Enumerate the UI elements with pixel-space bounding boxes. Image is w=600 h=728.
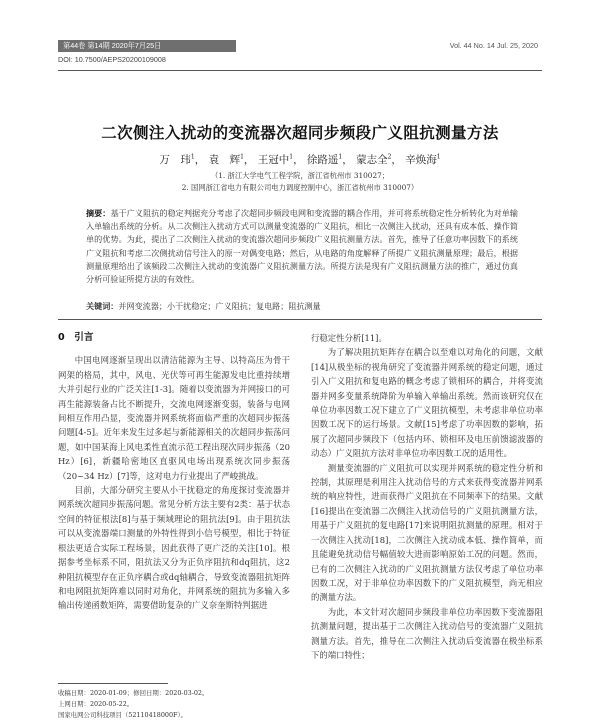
left-column [58,331,290,613]
author: 徐路遥$^1$ [306,153,343,166]
author: 王冠中$^1$ [257,153,294,166]
paragraph: 中国电网逐渐呈现出以清洁能源为主导、以特高压为骨干网架的格局，其中，风电、光伏等可再生能源发电比重持续增大并引起行业的广泛关注[1-3]。随着以变流器为并网接口的可再生能源装备占比不断提升，交流电网逐渐变弱，装备与电网间相互作用凸显，变流器并网系统将面临严重的次超同步振荡问题[4-5]。近年来发生过多起与新能源相关的次超同步振荡问题，如中国某海上风电柔性直流示范工程出现次同步振荡（20 Hz）[6]，新疆哈密地区直驱风电场出现系统次同步振荡（20~34 Hz）[7]等，这对电力行业提出了严峻挑战。 [58,355,290,481]
author: 蒙志全$^2$ [356,153,392,166]
journal-issue-info-en: Vol. 44 No. 14 Jul. 25, 2020 [449,41,538,50]
keywords-text: 并网变流器；小干扰稳定；广义阻抗；复电路；阻抗测量 [118,301,321,311]
paper-title: 二次侧注入扰动的变流器次超同步频段广义阻抗测量方法 [101,124,499,142]
header-divider [58,70,542,71]
doi: DOI: 10.7500/AEPS20200109008 [58,55,166,64]
journal-issue-info: 第44卷 第14期 2020年7月25日 [63,41,162,50]
paragraph: 为此，本文针对次超同步频段非单位功率因数下变流器阻抗测量问题，提出基于二次侧注入扰动信号的变流器广义阻抗测量方法。首先，推导在二次侧注入扰动后变流器在极坐标系下的端口特性； [311,606,543,660]
footnote-funding: 国家电网公司科技项目（52110418000F）。 [58,711,188,719]
keywords-label: 关键词： [86,301,119,311]
right-column [311,331,543,662]
section-heading: 0 引言 [58,332,94,343]
affiliation-2: 2. 国网浙江省电力有限公司电力调度控制中心，浙江省杭州市 310007） [181,183,419,192]
abstract [86,207,518,286]
footnote-online: 上网日期：2020-05-22。 [58,700,134,708]
paragraph: 行稳定性分析[11]。 [311,333,387,343]
paragraph: 为了解决阻抗矩阵存在耦合以至难以对角化的问题，文献[14]从极坐标的视角研究了变流器并网系统的稳定问题，通过引入广义阻抗和复电路的概念考虑了锁相环的耦合，并将变流器并网多变量系统降阶为单输入单输出系统。然而该研究仅在单位功率因数工况下建立了广义阻抗模型，未考虑非单位功率因数工况下的运行场景。文献[15]考虑了功率因数的影响，拓展了次超同步频段下（包括内环、锁相环及电压前馈滤波器的动态）广义阻抗方法对非单位功率因数工况的适用性。 [311,347,543,459]
affiliation-1: （1. 浙江大学电气工程学院，浙江省杭州市 310027； [210,171,390,180]
abstract-label: 摘要： [86,208,111,218]
author: 万 玮$^1$ [159,153,195,166]
author-list: 万 玮$^1$， 袁 辉$^1$， 王冠中$^1$， 徐路遥$^1$， 蒙志全$^2$， 辛焕海$^1$ [159,153,441,166]
abstract-text: 基于广义阻抗的稳定判据充分考虑了次超同步频段电网和变流器的耦合作用，并可将系统稳定性分析转化为对单输入单输出系统的分析。从二次侧注入扰动方式可以测量变流器的广义阻抗，相比一次侧注入扰动，还具有成本低、操作简单的优势。为此，提出了二次侧注入扰动的变流器次超同步频段广义阻抗测量方法。首先，推导了任意功率因数下的系统广义阻抗和考虑二次侧扰动信号注入的原一对偶变电路；然后，从电路的角度解释了所提广义阻抗测量原理；最后，根据测量原理给出了该频段二次侧注入扰动的变流器广义阻抗测量方法。所提方法是现有广义阻抗测量方法的推广，通过仿真分析可验证所提方法的有效性。 [86,208,518,285]
footnote-received: 收稿日期：2020-01-09；修回日期：2020-03-02。 [58,689,209,697]
paragraph: 目前，大部分研究主要从小干扰稳定的角度探讨变流器并网系统次超同步振荡问题。常见分析方法主要有2类：基于状态空间的特征根法[8]与基于频域理论的阻抗法[9]。由于阻抗法可以从变流器端口测量的外特性得到小信号模型，相比于特征根法更适合实际工程场景，因此获得了更广泛的关注[10]。根据参考坐标系不同，阻抗法又分为正负序阻抗和dq阻抗，这2种阻抗模型存在正负序耦合或dq轴耦合，导致变流器阻抗矩阵和电网阻抗矩阵难以同时对角化，并网系统的阻抗为多输入多输出传递函数矩阵，需要借助复杂的广义奈奎斯特判据进 [58,485,290,611]
paragraph: 测量变流器的广义阻抗可以实现并网系统的稳定性分析和控制，其原理是利用注入扰动信号的方式来获得变流器并网系统的响应特性，进而获得广义阻抗在不同频率下的结果。文献[16]提出在变流器二次侧注入扰动信号的广义阻抗测量方法，用基于广义阻抗的复电路[17]来说明阻抗测量的原理。相对于一次侧注入扰动[18]，二次侧注入扰动成本低、操作简单，而且能避免扰动信号幅值较大进而影响原始工况的问题。然而，已有的二次侧注入扰动的广义阻抗测量方法仅考虑了单位功率因数工况，对于非单位功率因数下的广义阻抗模型，尚无相应的测量方法。 [311,462,543,603]
author: 辛焕海$^1$ [405,153,441,166]
footnotes [58,688,298,721]
keywords [86,301,518,312]
author: 袁 辉$^1$ [208,153,244,166]
footnote-divider [58,683,168,684]
abstract-divider [58,319,542,320]
